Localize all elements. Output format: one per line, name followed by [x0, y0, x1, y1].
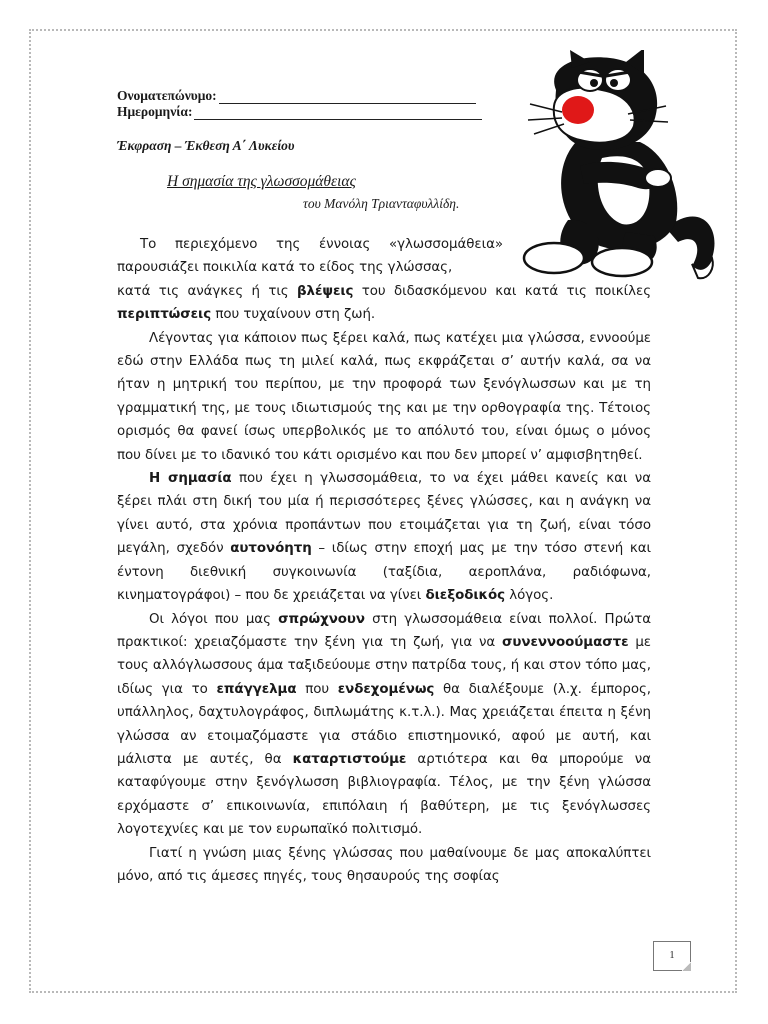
bold-term: διεξοδικός — [425, 588, 506, 604]
paragraph-1-rest — [117, 280, 651, 327]
bold-term: αυτονόητη — [230, 541, 312, 557]
text-span: που — [296, 681, 338, 697]
paragraph-2: Λέγοντας για κάποιον πως ξέρει καλά, πως κατέχει μια γλώσσα, εννοούμε εδώ στην Ελλάδα πως τη μιλεί καλά, πως εκφράζεται σ’ αυτήν καλά, σα να ήταν η μητρική του περίπου, με την προφορά των ξενόγλωσσων και με τη γραμματική της, με τους ιδιωτισμούς της και με την ορθογραφία της. Τέτοιος ορισμός θα φανεί ίσως υπερβολικός με το απόλυτό του, είναι όμως ο μόνος που δίνει με το ιδανικό του κάτι ορισμένο και που δεν μπορεί ν’ αμφισβητηθεί. — [117, 330, 651, 463]
paragraph-1-intro: Το περιεχόμενο της έννοιας «γλωσσομάθεια» παρουσιάζει ποικιλία κατά το είδος της γλώσσας, — [117, 237, 503, 276]
text-span: λόγος. — [505, 588, 554, 604]
name-label: Ονοματεπώνυμο: — [117, 88, 217, 103]
text-span: Οι λόγοι που μας — [149, 611, 279, 627]
text-span: του διδασκόμενου και κατά τις ποικίλες — [353, 283, 652, 299]
text-span: στη γλωσσομάθεια είναι πολλοί. Πρώτα πρακτικοί: χρειαζόμαστε την ξένη για τη ζωή, για να — [117, 611, 651, 650]
text-span: που τυχαίνουν στη ζωή. — [211, 307, 376, 323]
date-blank — [194, 107, 482, 120]
paragraph-5: Γιατί η γνώση μιας ξένης γλώσσας που μαθαίνουμε δε μας αποκαλύπτει μόνο, από τις άμεσες πηγές, τους θησαυρούς της σοφίας — [117, 845, 651, 884]
text-span: θα διαλέξουμε (λ.χ. έμπορος, υπάλληλος, δαχτυλογράφος, διπλωμάτης κ.τ.λ.). Μας χρειάζεται έπειτα η ξένη γλώσσα αν ετοιμαζόμαστε για στάδιο επιστημονικό, αφού με αυτή, και μάλιστα με αυτές, θα — [117, 681, 651, 767]
paragraph-3 — [117, 467, 651, 607]
text-span: που έχει η γλωσσομάθεια, το να έχει μάθει κανείς και να ξέρει πλάι στη δική του μία ή περισσότερες ξένες γλώσσες, και η ανάγκη να γίνει αυτό, στα χρόνια προπάντων που ετοιμάζεται για τη ζωή, είναι τόσο μεγάλη, σχεδόν — [117, 471, 652, 557]
student-header — [117, 88, 517, 120]
bold-term: καταρτιστούμε — [292, 751, 407, 767]
article-author: του Μανόλη Τριανταφυλλίδη. — [303, 196, 460, 211]
paragraph-4 — [117, 608, 651, 842]
text-span: αρτιότερα και θα μπορούμε να καταφύγουμε στην ξενόγλωσση βιβλιογραφία. Τέλος, με την ξένη γλώσσα ερχόμαστε σ’ επικοινωνία, επιπόλαιη ή βαθύτερη, με τις ξενόγλωσσες λογοτεχνίες και με τον ευρωπαϊκό πολιτισμό. — [117, 751, 652, 838]
text-span: με τους αλλόγλωσσους άμα ταξιδεύουμε στην πατρίδα τους, ή και στον τόπο μας, ιδίως για το — [117, 634, 651, 697]
page-number-box: 1 — [653, 941, 691, 971]
bold-term: βλέψεις — [297, 283, 354, 299]
text-span: κατά τις ανάγκες ή τις — [117, 283, 297, 299]
text-span: – ιδίως στην εποχή μας με την τόσο στενή και έντονη διεθνική συγκοινωνία (ταξίδια, αεροπλάνα, ραδιόφωνα, κινηματογράφοι) – που δε χρειάζεται να γίνει — [117, 541, 652, 604]
bold-term: περιπτώσεις — [117, 307, 212, 323]
bold-term: σπρώχνουν — [278, 611, 365, 627]
article-title: Η σημασία της γλωσσομάθειας — [167, 173, 356, 190]
name-blank — [219, 91, 476, 104]
subject-line: Έκφραση – Έκθεση Α΄ Λυκείου — [117, 138, 295, 153]
name-line — [117, 88, 517, 104]
bold-term: ενδεχομένως — [337, 681, 435, 697]
bold-term: Η σημασία — [149, 471, 232, 487]
date-line — [117, 104, 517, 120]
bold-term: συνεννοούμαστε — [502, 634, 629, 650]
date-label: Ημερομηνία: — [117, 104, 193, 119]
bold-term: επάγγελμα — [216, 681, 297, 697]
article-body — [117, 233, 651, 888]
